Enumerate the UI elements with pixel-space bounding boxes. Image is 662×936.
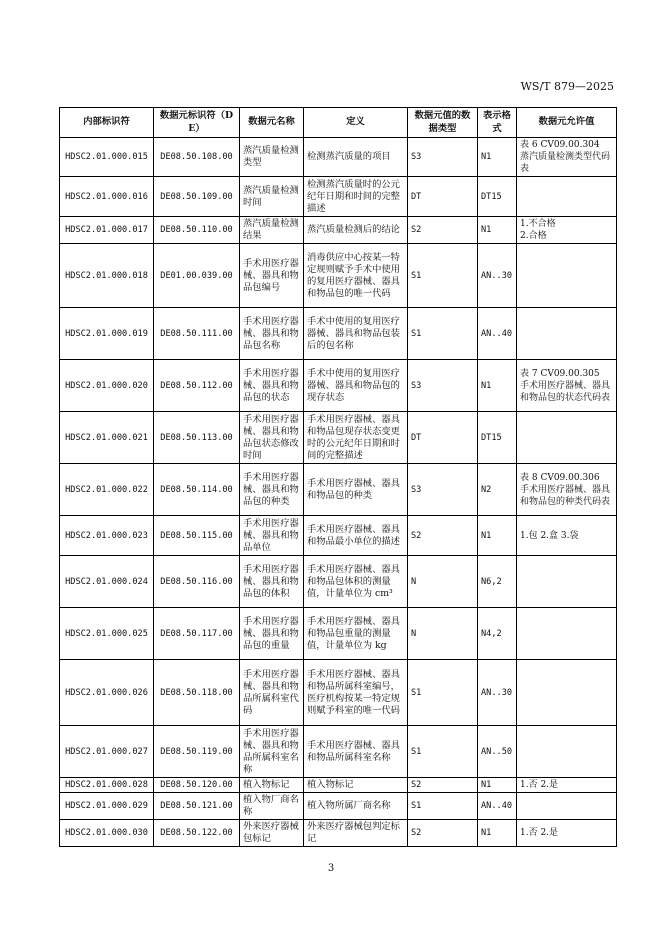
cell-internal-id: HDSC2.01.000.020 xyxy=(60,360,154,412)
cell-de-id: DE08.50.112.00 xyxy=(154,360,240,412)
cell-definition: 手术中使用的复用医疗器械、器具和物品包装后的包名称 xyxy=(304,308,408,360)
cell-definition: 手术用医疗器械、器具和物品所属科室编号，医疗机构按某一特定规则赋予科室的唯一代码 xyxy=(304,660,408,726)
cell-internal-id: HDSC2.01.000.026 xyxy=(60,660,154,726)
cell-internal-id: HDSC2.01.000.016 xyxy=(60,177,154,217)
table-row xyxy=(60,177,617,217)
cell-allowed-values xyxy=(517,556,617,608)
header-data-type: 数据元值的数据类型 xyxy=(408,108,478,138)
table-header-row xyxy=(60,108,617,138)
standard-code: WS/T 879—2025 xyxy=(520,80,614,93)
cell-element-name: 手术用医疗器械、器具和物品包名称 xyxy=(240,308,304,360)
cell-format: N6,2 xyxy=(478,556,517,608)
cell-definition: 蒸汽质量检测后的结论 xyxy=(304,217,408,244)
cell-format: N1 xyxy=(478,778,517,793)
cell-internal-id: HDSC2.01.000.019 xyxy=(60,308,154,360)
allowed-value-line: 表 7 CV09.00.305 xyxy=(520,368,600,379)
cell-allowed-values xyxy=(517,516,617,556)
header-definition: 定义 xyxy=(304,108,408,138)
header-internal-id: 内部标识符 xyxy=(60,108,154,138)
cell-format: N2 xyxy=(478,464,517,516)
cell-element-name: 手术用医疗器械、器具和物品包状态修改时间 xyxy=(240,412,304,464)
cell-internal-id: HDSC2.01.000.025 xyxy=(60,608,154,660)
cell-definition: 检测蒸汽质量时的公元纪年日期和时间的完整描述 xyxy=(304,177,408,217)
table-row xyxy=(60,217,617,244)
allowed-value-line: 1.否 2.是 xyxy=(520,780,559,790)
cell-format: AN..40 xyxy=(478,793,517,820)
cell-allowed-values xyxy=(517,138,617,177)
table-row xyxy=(60,820,617,847)
allowed-value-line: 1.否 2.是 xyxy=(520,828,559,838)
cell-format: N1 xyxy=(478,138,517,177)
cell-internal-id: HDSC2.01.000.021 xyxy=(60,412,154,464)
cell-element-name: 植入物标记 xyxy=(240,778,304,793)
cell-de-id: DE08.50.108.00 xyxy=(154,138,240,177)
cell-definition: 手术用医疗器械、器具和物品包现存状态变更时的公元纪年日期和时间的完整描述 xyxy=(304,412,408,464)
cell-de-id: DE08.50.117.00 xyxy=(154,608,240,660)
table-row xyxy=(60,726,617,778)
header-format: 表示格式 xyxy=(478,108,517,138)
cell-de-id: DE01.00.039.00 xyxy=(154,244,240,308)
table-row xyxy=(60,412,617,464)
table-row xyxy=(60,308,617,360)
cell-data-type: N xyxy=(408,556,478,608)
cell-data-type: S1 xyxy=(408,793,478,820)
cell-allowed-values xyxy=(517,217,617,244)
cell-element-name: 植入物厂商名称 xyxy=(240,793,304,820)
cell-allowed-values xyxy=(517,726,617,778)
cell-de-id: DE08.50.120.00 xyxy=(154,778,240,793)
cell-allowed-values xyxy=(517,177,617,217)
cell-internal-id: HDSC2.01.000.024 xyxy=(60,556,154,608)
cell-element-name: 手术用医疗器械、器具和物品包的种类 xyxy=(240,464,304,516)
table-row xyxy=(60,138,617,177)
allowed-value-line: 蒸汽质量检测类型代码表 xyxy=(520,152,611,174)
cell-de-id: DE08.50.111.00 xyxy=(154,308,240,360)
cell-de-id: DE08.50.109.00 xyxy=(154,177,240,217)
cell-element-name: 外来医疗器械包标记 xyxy=(240,820,304,847)
cell-definition: 手术中使用的复用医疗器械、器具和物品包的现存状态 xyxy=(304,360,408,412)
cell-internal-id: HDSC2.01.000.028 xyxy=(60,778,154,793)
cell-definition: 手术用医疗器械、器具和物品最小单位的描述 xyxy=(304,516,408,556)
allowed-value-line: 1.不合格 xyxy=(520,219,556,229)
cell-definition: 手术用医疗器械、器具和物品包体积的测量值，计量单位为 cm³ xyxy=(304,556,408,608)
cell-element-name: 手术用医疗器械、器具和物品包的重量 xyxy=(240,608,304,660)
cell-data-type: S3 xyxy=(408,360,478,412)
cell-element-name: 手术用医疗器械、器具和物品所属科室名称 xyxy=(240,726,304,778)
cell-data-type: S2 xyxy=(408,217,478,244)
table-row xyxy=(60,516,617,556)
cell-data-type: DT xyxy=(408,412,478,464)
table-row xyxy=(60,360,617,412)
cell-de-id: DE08.50.114.00 xyxy=(154,464,240,516)
allowed-value-line: 表 6 CV09.00.304 xyxy=(520,140,600,150)
allowed-value-line: 手术用医疗器械、器具和物品包的种类代码表 xyxy=(520,484,611,507)
cell-definition: 外来医疗器械包判定标记 xyxy=(304,820,408,847)
cell-de-id: DE08.50.121.00 xyxy=(154,793,240,820)
cell-element-name: 蒸汽质量检测时间 xyxy=(240,177,304,217)
cell-format: N1 xyxy=(478,217,517,244)
cell-data-type: S2 xyxy=(408,778,478,793)
cell-definition: 植入物标记 xyxy=(304,778,408,793)
cell-data-type: S1 xyxy=(408,660,478,726)
allowed-value-line: 1.包 2.盒 3.袋 xyxy=(520,530,579,541)
cell-de-id: DE08.50.118.00 xyxy=(154,660,240,726)
cell-allowed-values xyxy=(517,778,617,793)
cell-definition: 检测蒸汽质量的项目 xyxy=(304,138,408,177)
cell-format: AN..30 xyxy=(478,244,517,308)
table-row xyxy=(60,464,617,516)
cell-internal-id: HDSC2.01.000.027 xyxy=(60,726,154,778)
table-row xyxy=(60,608,617,660)
cell-de-id: DE08.50.115.00 xyxy=(154,516,240,556)
cell-data-type: S1 xyxy=(408,726,478,778)
table-row xyxy=(60,244,617,308)
cell-format: N1 xyxy=(478,820,517,847)
cell-data-type: S2 xyxy=(408,516,478,556)
cell-allowed-values xyxy=(517,660,617,726)
cell-allowed-values xyxy=(517,244,617,308)
cell-element-name: 蒸汽质量检测类型 xyxy=(240,138,304,177)
cell-element-name: 手术用医疗器械、器具和物品包的状态 xyxy=(240,360,304,412)
cell-definition: 手术用医疗器械、器具和物品包的种类 xyxy=(304,464,408,516)
cell-internal-id: HDSC2.01.000.022 xyxy=(60,464,154,516)
cell-internal-id: HDSC2.01.000.018 xyxy=(60,244,154,308)
cell-allowed-values xyxy=(517,793,617,820)
cell-format: DT15 xyxy=(478,177,517,217)
cell-allowed-values xyxy=(517,608,617,660)
cell-data-type: DT xyxy=(408,177,478,217)
cell-element-name: 手术用医疗器械、器具和物品包的体积 xyxy=(240,556,304,608)
cell-data-type: S3 xyxy=(408,464,478,516)
cell-format: N1 xyxy=(478,360,517,412)
cell-de-id: DE08.50.110.00 xyxy=(154,217,240,244)
data-element-table xyxy=(59,107,617,847)
allowed-value-line: 2.合格 xyxy=(520,231,547,241)
cell-definition: 手术用医疗器械、器具和物品所属科室名称 xyxy=(304,726,408,778)
cell-format: AN..50 xyxy=(478,726,517,778)
table-row xyxy=(60,556,617,608)
cell-format: N4,2 xyxy=(478,608,517,660)
cell-format: AN..40 xyxy=(478,308,517,360)
cell-allowed-values xyxy=(517,360,617,412)
cell-internal-id: HDSC2.01.000.015 xyxy=(60,138,154,177)
cell-allowed-values xyxy=(517,820,617,847)
cell-de-id: DE08.50.119.00 xyxy=(154,726,240,778)
cell-definition: 消毒供应中心按某一特定规则赋予手术中使用的复用医疗器械、器具和物品包的唯一代码 xyxy=(304,244,408,308)
cell-definition: 手术用医疗器械、器具和物品包重量的测量值，计量单位为 kg xyxy=(304,608,408,660)
table-row xyxy=(60,778,617,793)
cell-format: AN..30 xyxy=(478,660,517,726)
cell-data-type: N xyxy=(408,608,478,660)
cell-de-id: DE08.50.122.00 xyxy=(154,820,240,847)
cell-element-name: 手术用医疗器械、器具和物品所属科室代码 xyxy=(240,660,304,726)
cell-allowed-values xyxy=(517,464,617,516)
allowed-value-line: 表 8 CV09.00.306 xyxy=(520,472,600,483)
cell-internal-id: HDSC2.01.000.023 xyxy=(60,516,154,556)
allowed-value-line: 手术用医疗器械、器具和物品包的状态代码表 xyxy=(520,380,611,403)
table-body xyxy=(60,138,617,847)
cell-element-name: 手术用医疗器械、器具和物品包编号 xyxy=(240,244,304,308)
cell-element-name: 手术用医疗器械、器具和物品单位 xyxy=(240,516,304,556)
cell-de-id: DE08.50.116.00 xyxy=(154,556,240,608)
cell-allowed-values xyxy=(517,412,617,464)
header-allowed-values: 数据元允许值 xyxy=(517,108,617,138)
cell-internal-id: HDSC2.01.000.030 xyxy=(60,820,154,847)
header-de-id: 数据元标识符（DE） xyxy=(154,108,240,138)
cell-format: N1 xyxy=(478,516,517,556)
page-number: 3 xyxy=(327,863,335,874)
cell-allowed-values xyxy=(517,308,617,360)
table-row xyxy=(60,793,617,820)
header-element-name: 数据元名称 xyxy=(240,108,304,138)
table-row xyxy=(60,660,617,726)
cell-data-type: S3 xyxy=(408,138,478,177)
cell-data-type: S1 xyxy=(408,308,478,360)
cell-data-type: S2 xyxy=(408,820,478,847)
cell-de-id: DE08.50.113.00 xyxy=(154,412,240,464)
cell-format: DT15 xyxy=(478,412,517,464)
cell-element-name: 蒸汽质量检测结果 xyxy=(240,217,304,244)
cell-internal-id: HDSC2.01.000.029 xyxy=(60,793,154,820)
cell-data-type: S1 xyxy=(408,244,478,308)
cell-internal-id: HDSC2.01.000.017 xyxy=(60,217,154,244)
cell-definition: 植入物所属厂商名称 xyxy=(304,793,408,820)
